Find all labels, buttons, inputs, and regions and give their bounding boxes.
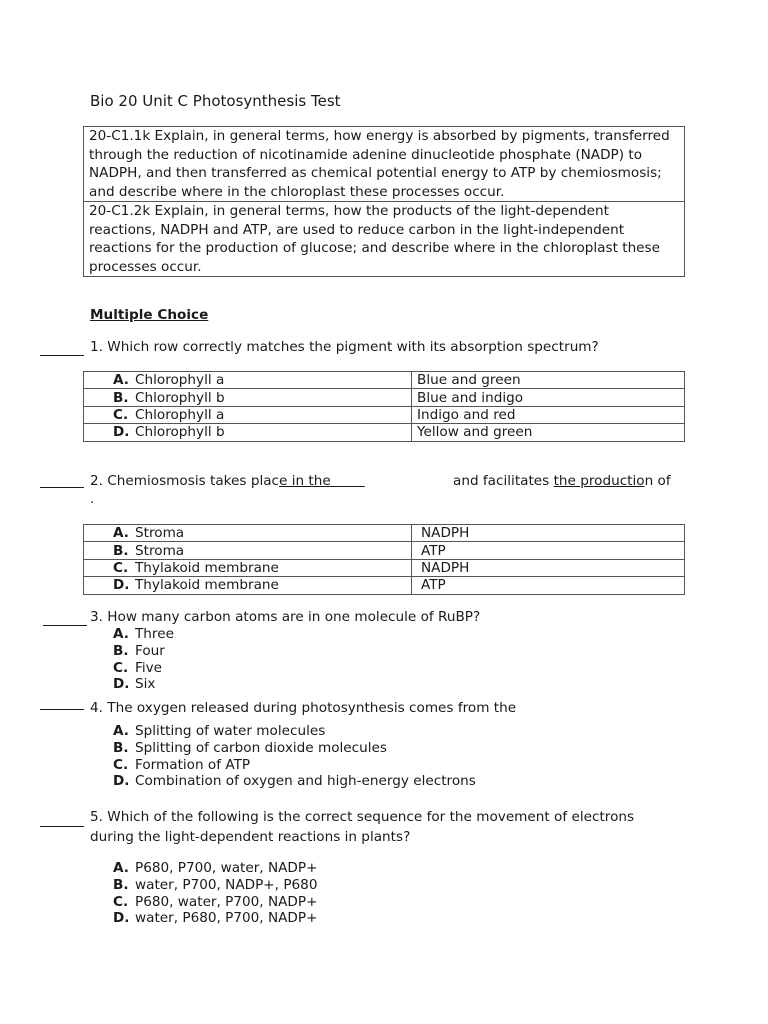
answer-blank-q5[interactable]	[40, 826, 84, 827]
option-cell	[84, 424, 412, 441]
q2-text-part: n of	[644, 473, 671, 489]
option-text: P680, water, P700, NADP+	[135, 893, 318, 910]
q5-options	[113, 860, 317, 927]
question-5-text	[90, 808, 634, 847]
option-right: Yellow and green	[412, 424, 685, 441]
option-letter: B.	[113, 739, 129, 756]
question-4-text: 4. The oxygen released during photosynthesis comes from the	[90, 700, 517, 716]
option-letter: A.	[113, 525, 129, 542]
list-item[interactable]	[113, 773, 476, 790]
option-left: Thylakoid membrane	[135, 577, 279, 594]
q4-options	[113, 723, 476, 790]
question-2-text-cont	[453, 472, 671, 492]
answer-blank-q1[interactable]	[40, 355, 84, 356]
question-1-text: 1. Which row correctly matches the pigment with its absorption spectrum?	[90, 339, 599, 355]
option-left: Stroma	[135, 525, 185, 542]
option-text: Four	[135, 642, 165, 659]
option-cell	[84, 406, 412, 423]
outcome-text: 20-C1.2k Explain, in general terms, how the products of the light-dependent reactions, NADPH and ATP, are used to reduce carbon in the light-independent reactions for the production of glucose; and describe where in the chloroplast these processes occur.	[84, 202, 685, 277]
table-row[interactable]	[84, 559, 685, 576]
outcome-row	[84, 202, 685, 277]
option-letter: A.	[113, 626, 129, 642]
question-5-line: during the light-dependent reactions in plants?	[90, 828, 411, 845]
option-text: Splitting of water molecules	[135, 723, 326, 739]
option-letter: A.	[113, 723, 129, 739]
option-cell	[84, 525, 412, 542]
option-left: Chlorophyll a	[135, 372, 225, 389]
table-row[interactable]	[84, 424, 685, 441]
table-row[interactable]	[84, 525, 685, 542]
answer-blank-q3[interactable]	[43, 625, 87, 626]
option-letter: A.	[113, 860, 129, 876]
option-cell	[84, 389, 412, 406]
option-letter: C.	[113, 406, 129, 423]
page-title: Bio 20 Unit C Photosynthesis Test	[90, 92, 341, 110]
q2-underlined-text: e in the	[279, 473, 331, 489]
option-right: NADPH	[412, 525, 685, 542]
q2-underlined-text: the productio	[553, 473, 645, 489]
list-item[interactable]	[113, 860, 317, 877]
list-item[interactable]	[113, 740, 476, 757]
option-text: water, P700, NADP+, P680	[135, 876, 318, 893]
option-text: Formation of ATP	[135, 756, 251, 773]
option-left: Chlorophyll b	[135, 424, 225, 441]
option-right: ATP	[412, 542, 685, 559]
option-cell	[84, 577, 412, 594]
option-letter: B.	[113, 542, 129, 559]
table-row[interactable]	[84, 406, 685, 423]
outcomes-table	[83, 126, 685, 277]
table-row[interactable]	[84, 372, 685, 389]
table-row[interactable]	[84, 542, 685, 559]
table-row[interactable]	[84, 577, 685, 594]
list-item[interactable]	[113, 910, 317, 927]
q1-options-table	[83, 371, 685, 442]
option-letter: C.	[113, 559, 129, 576]
list-item[interactable]	[113, 894, 317, 911]
option-right: Blue and green	[412, 372, 685, 389]
option-text: P680, P700, water, NADP+	[135, 860, 318, 876]
outcome-text: 20-C1.1k Explain, in general terms, how energy is absorbed by pigments, transferred through the reduction of nicotinamide adenine dinucleotide phosphate (NADP) to NADPH, and then transferred as chemical potential energy to ATP by chemiosmosis; and describe where in the chloroplast these processes occur.	[84, 127, 685, 202]
option-right: ATP	[412, 577, 685, 594]
option-letter: B.	[113, 642, 129, 659]
question-5-line: 5. Which of the following is the correct sequence for the movement of electrons	[90, 809, 635, 825]
option-text: Five	[135, 659, 163, 676]
option-letter: C.	[113, 659, 129, 676]
option-left: Chlorophyll b	[135, 389, 225, 406]
list-item[interactable]	[113, 757, 476, 774]
q2-text-part: and facilitates	[453, 473, 550, 489]
option-letter: A.	[113, 372, 129, 389]
option-letter: C.	[113, 893, 129, 910]
option-letter: D.	[113, 910, 130, 927]
option-cell	[84, 372, 412, 389]
list-item[interactable]	[113, 626, 174, 643]
question-3-text: 3. How many carbon atoms are in one molecule of RuBP?	[90, 609, 481, 625]
option-right: Indigo and red	[412, 406, 685, 423]
list-item[interactable]	[113, 660, 174, 677]
option-right: NADPH	[412, 559, 685, 576]
option-cell	[84, 542, 412, 559]
option-text: water, P680, P700, NADP+	[135, 910, 318, 927]
list-item[interactable]	[113, 877, 317, 894]
option-letter: D.	[113, 676, 130, 693]
option-right: Blue and indigo	[412, 389, 685, 406]
list-item[interactable]	[113, 643, 174, 660]
outcome-row	[84, 127, 685, 202]
list-item[interactable]	[113, 723, 476, 740]
table-row[interactable]	[84, 389, 685, 406]
q2-text-part	[279, 473, 365, 489]
option-text: Three	[135, 626, 174, 642]
option-letter: B.	[113, 876, 129, 893]
option-left: Thylakoid membrane	[135, 559, 279, 576]
option-left: Stroma	[135, 542, 185, 559]
question-2-text	[90, 472, 365, 492]
answer-blank-q2[interactable]	[40, 487, 84, 488]
option-text: Six	[135, 676, 156, 693]
section-heading: Multiple Choice	[90, 307, 209, 323]
option-cell	[84, 559, 412, 576]
list-item[interactable]	[113, 676, 174, 693]
q2-text-part: 2. Chemiosmosis takes plac	[90, 473, 280, 489]
option-letter: B.	[113, 389, 129, 406]
option-left: Chlorophyll a	[135, 406, 225, 423]
q3-options	[113, 626, 174, 693]
q2-options-table	[83, 524, 685, 595]
option-text: Splitting of carbon dioxide molecules	[135, 739, 387, 756]
option-letter: D.	[113, 424, 130, 441]
option-letter: D.	[113, 773, 130, 790]
option-letter: D.	[113, 577, 130, 594]
option-letter: C.	[113, 756, 129, 773]
option-text: Combination of oxygen and high-energy electrons	[135, 773, 476, 790]
q2-period: .	[90, 491, 95, 507]
answer-blank-q4[interactable]	[40, 709, 84, 710]
